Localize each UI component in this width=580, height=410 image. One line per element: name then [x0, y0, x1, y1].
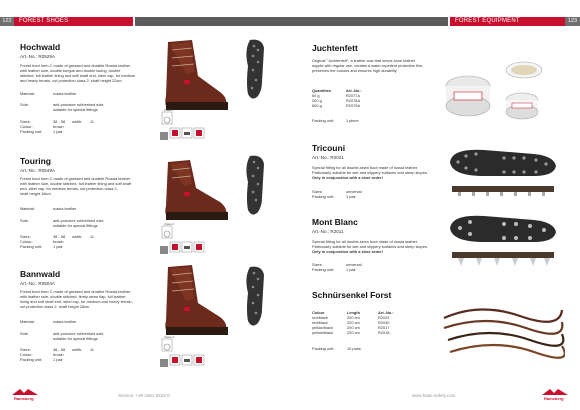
tin-open — [506, 62, 542, 78]
cert-icons — [160, 339, 204, 367]
brand-logo-left — [10, 387, 42, 403]
cert-icons — [160, 226, 204, 254]
sizes-row: Sizes: 38 - 58 width: 11 Colour: brown Packing unit: 1 pair — [20, 347, 95, 362]
product-title: Juchtenfett — [312, 43, 358, 53]
tin-small — [506, 93, 538, 119]
material-row: Material: russia leather — [20, 91, 77, 96]
material-row: Material: russia leather — [20, 206, 77, 211]
svg-text:Ramsberg: Ramsberg — [544, 396, 564, 401]
tricouni-sole-image — [444, 140, 564, 202]
material-row: Material: russia leather — [20, 319, 77, 324]
sole-row: Sole: anti-puncture rubberised sole, suitable for special fittings — [20, 218, 105, 228]
sizes-row: Sizes: universal Packing unit: 1 pair — [312, 262, 362, 272]
cert-label: Class 2 — [164, 222, 175, 226]
product-title: Touring — [20, 156, 51, 166]
laces-table: Colour Length Art.-No.: red/black 200 cm R2029 red/black 220 cm R2030 yellow/black 200 cm R2017 yellow/black 220 cm R2018 — [312, 310, 394, 335]
product-description: Special fitting for all double-sewn boot made of russia leather. Particularly suitable for wet and slippery surfaces and steep slopes. Only in conjunction with a shoe order! — [312, 239, 428, 254]
sole-image — [246, 156, 264, 215]
footer-service-phone: Service: +49 4461 9222-0 — [118, 393, 170, 398]
product-title: Schnürsenkel Forst — [312, 290, 392, 300]
article-number: Art.-No.: R0504A — [20, 281, 55, 286]
svg-text:Ramsberg: Ramsberg — [14, 396, 34, 401]
boot-image — [165, 160, 228, 220]
sizes-row: Sizes: universal Packing unit: 1 pair — [312, 189, 362, 199]
sole-image — [246, 40, 264, 99]
montblanc-sole-image — [444, 206, 564, 270]
left-section-title: FOREST SHOES — [14, 17, 133, 26]
article-number: Art.-No.: R0529A — [20, 54, 55, 59]
cert-label: Class 2 — [164, 335, 175, 339]
article-number: Art.-No.: R0549A — [20, 168, 55, 173]
product-title: Mont Blanc — [312, 217, 358, 227]
product-description: Special fitting for all double-sewn boot made of russia leather. Particularly suitable for wet and slippery surfaces and steep slopes. Only in conjunction with a shoe order! — [312, 165, 428, 180]
sole-row: Sole: anti-puncture rubberised sole, suitable for special fittings — [20, 102, 105, 112]
product-description: Forest boot form C made of greased and durable Russia leather with leather sole, double stitched, full leather lining and soft shaft end, steel cap, for medium terrain, cut protection class 2, shaft height 18cm — [20, 176, 132, 196]
product-description: Forest boot form C made of greased and durable Russia leather with leather sole, double stitched, firmly sewn flap, full leather lining and soft shaft end, steel cap, for medium and heavy terrain, cut protection class 2, shaft height 28cm — [20, 289, 133, 309]
left-page-number: 122 — [0, 17, 14, 26]
product-title: Bannwald — [20, 269, 61, 279]
right-page-number: 123 — [565, 17, 580, 26]
footer-website[interactable]: www.haas-safety.com — [412, 393, 456, 398]
hochwald-images — [158, 36, 278, 148]
boot-image — [165, 40, 228, 110]
laces-image — [440, 296, 565, 366]
right-section-title: FOREST EQUIPMENT — [450, 17, 565, 26]
product-title: Tricouni — [312, 143, 346, 153]
touring-images — [158, 150, 278, 262]
product-description: Original "Juchtenfett", a leather wax that keeps shoe leather supple with regular use, creates a water-repellent protective film, preserves the colours and ensures high durability — [312, 58, 424, 73]
quantities-table: Quantities Art.-No.: 50 g R2077A 200 g R2078A 800 g R2079A — [312, 88, 362, 108]
brand-logo-right — [540, 387, 572, 403]
article-number: Art.-No.: R2041 — [312, 155, 344, 160]
sizes-row: Sizes: 38 - 58 width: 11 Colour: brown Packing unit: 1 pair — [20, 119, 95, 134]
cert-icons — [160, 112, 204, 140]
sole-image — [246, 267, 264, 326]
tin-large — [446, 76, 490, 116]
header-divider-bar — [135, 17, 448, 26]
sizes-row: Sizes: 38 - 58 width: 11 Colour: brown Packing unit: 1 pair — [20, 234, 95, 249]
product-title: Hochwald — [20, 42, 61, 52]
cert-label: Class 2 — [164, 108, 175, 112]
packing-row: Packing unit: 1 piece — [312, 118, 359, 123]
bannwald-images — [158, 263, 278, 375]
juchtenfett-tins-image — [440, 52, 560, 132]
packing-row: Packing unit: 10 pairs — [312, 346, 361, 351]
sole-row: Sole: anti-puncture rubberised sole, suitable for special fittings — [20, 331, 105, 341]
article-number: Art.-No.: R2011 — [312, 229, 344, 234]
product-description: Forest boot form C made of greased and durable Russia leather with leather sole, double tongue and double lacing, double stitched, full leather lining and soft shaft end, steel cap, for medium and heavy terrain, cut protection class 2, shaft height 22cm — [20, 63, 136, 83]
boot-image — [165, 265, 228, 335]
